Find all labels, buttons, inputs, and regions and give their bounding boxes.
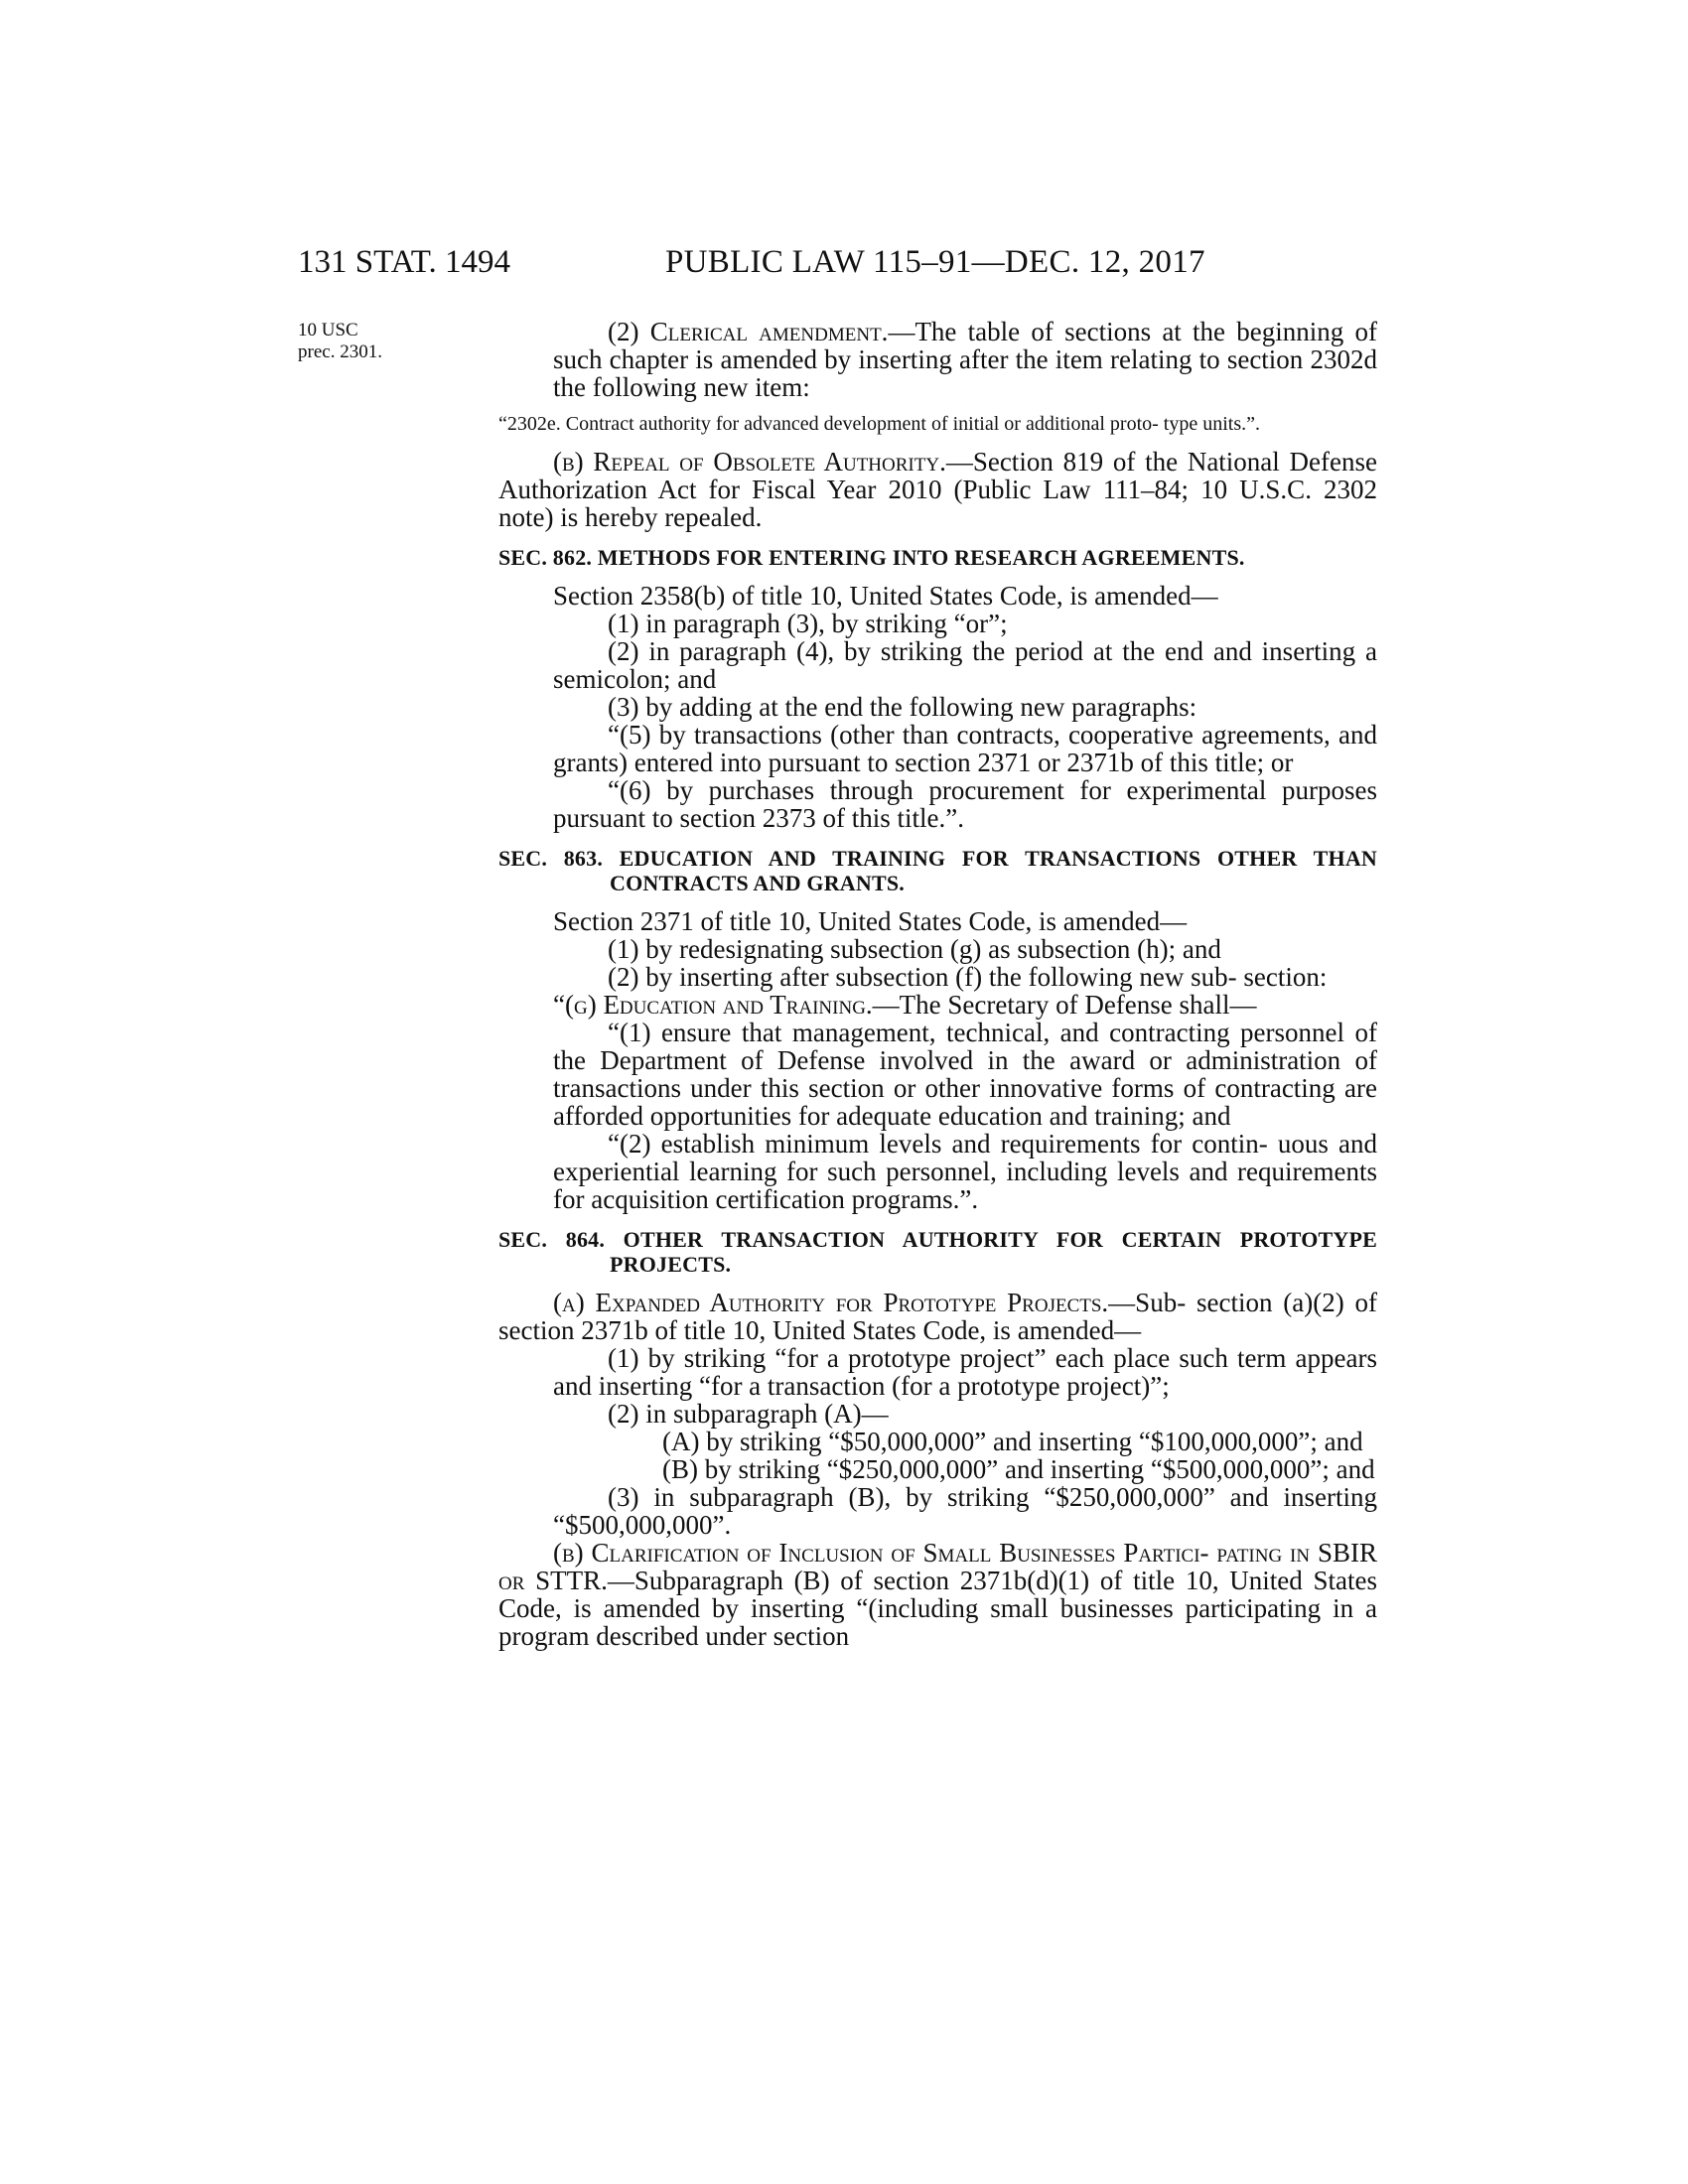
section-863-heading: SEC. 863. EDUCATION AND TRAINING FOR TRANSACTIONS OTHER THAN CONTRACTS AND GRANTS.: [498, 846, 1377, 895]
section-864-heading: SEC. 864. OTHER TRANSACTION AUTHORITY FOR CERTAIN PROTOTYPE PROJECTS.: [498, 1227, 1377, 1277]
subsection-g-heading: “(g) Education and Training.: [553, 990, 873, 1020]
page-header: [298, 244, 1380, 288]
subsection-a-subparagraph-B: (B) by striking “$250,000,000” and inserting “$500,000,000”; and: [662, 1454, 1375, 1484]
repeal-text: —Section 819 of the National Defense Authorization Act for Fiscal Year 2010 (Public Law 111–84; 10 U.S.C. 2302 note) is hereby repealed.: [498, 447, 1377, 532]
subsection-b-heading: (b) Clarification of Inclusion of Small Businesses Partici- pating in SBIR or STTR.: [498, 1538, 1377, 1595]
table-of-sections-item: “2302e. Contract authority for advanced development of initial or additional proto- type units.”.: [498, 413, 1261, 435]
section-862-quoted-paragraph-6: “(6) by purchases through procurement for experimental purposes pursuant to section 2373 of this title.”.: [553, 775, 1377, 833]
subsection-g-paragraph-1: “(1) ensure that management, technical, and contracting personnel of the Department of Defense involved in the award or administration of transactions under this section or other innovative forms of contracting are afforded opportunities for adequate education and training; and: [553, 1018, 1377, 1131]
section-862-paragraph-2: (2) in paragraph (4), by striking the period at the end and inserting a semicolon; and: [553, 636, 1377, 694]
section-862-paragraph-1: (1) in paragraph (3), by striking “or”;: [608, 609, 1008, 638]
subsection-a-heading: (a) Expanded Authority for Prototype Projects.: [553, 1288, 1109, 1317]
repeal-paragraph: [498, 448, 1377, 531]
section-862-heading: SEC. 862. METHODS FOR ENTERING INTO RESEARCH AGREEMENTS.: [498, 545, 1245, 570]
margin-citation-line-2: prec. 2301.: [298, 341, 382, 362]
clerical-amendment-paragraph: [498, 318, 1377, 401]
subsection-a-subparagraph-A: (A) by striking “$50,000,000” and inserting “$100,000,000”; and: [662, 1427, 1363, 1456]
subsection-g-paragraph-2: “(2) establish minimum levels and requirements for contin- uous and experiential learning for such personnel, including levels and requirements for acquisition certification programs.”.: [553, 1129, 1377, 1214]
clerical-amendment-text: —The table of sections at the beginning of such chapter is amended by inserting after the item relating to section 2302d the following new item:: [553, 317, 1377, 402]
section-862-intro: Section 2358(b) of title 10, United States Code, is amended—: [553, 581, 1218, 611]
section-862-paragraph-3: (3) by adding at the end the following new paragraphs:: [608, 692, 1197, 722]
section-864-subsection-b: [498, 1539, 1377, 1650]
repeal-heading: (b) Repeal of Obsolete Authority.: [553, 447, 946, 477]
section-864-subsection-a: [498, 1289, 1377, 1344]
subsection-a-text: —Sub- section (a)(2) of section 2371b of title 10, United States Code, is amended—: [498, 1288, 1377, 1345]
subsection-a-paragraph-1: (1) by striking “for a prototype project” each place such term appears and inserting “for a transaction (for a prototype project)”;: [553, 1343, 1377, 1401]
section-862-quoted-paragraph-5: “(5) by transactions (other than contracts, cooperative agreements, and grants) entered into pursuant to section 2371 or 2371b of this title; or: [553, 720, 1377, 777]
document-body: [498, 318, 1377, 1650]
subsection-b-text: —Subparagraph (B) of section 2371b(d)(1) of title 10, United States Code, is amended by inserting “(including small businesses participating in a program described under section: [498, 1566, 1378, 1651]
section-863-paragraph-2: (2) by inserting after subsection (f) the following new sub- section:: [608, 962, 1328, 992]
section-863-intro: Section 2371 of title 10, United States Code, is amended—: [553, 906, 1188, 936]
margin-citation-line-1: 10 USC: [298, 320, 358, 341]
subsection-a-paragraph-3: (3) in subparagraph (B), by striking “$250,000,000” and inserting “$500,000,000”.: [553, 1482, 1377, 1540]
subsection-a-paragraph-2: (2) in subparagraph (A)—: [608, 1399, 889, 1429]
section-863-paragraph-1: (1) by redesignating subsection (g) as subsection (h); and: [608, 934, 1221, 964]
clerical-amendment-heading: (2) Clerical amendment.: [608, 317, 889, 346]
statute-page-reference: 131 STAT. 1494: [298, 244, 511, 280]
public-law-title: PUBLIC LAW 115–91—DEC. 12, 2017: [665, 244, 1205, 280]
section-863-subsection-g: [498, 991, 1377, 1019]
subsection-g-text: —The Secretary of Defense shall—: [872, 990, 1257, 1020]
margin-citation: [298, 320, 447, 363]
